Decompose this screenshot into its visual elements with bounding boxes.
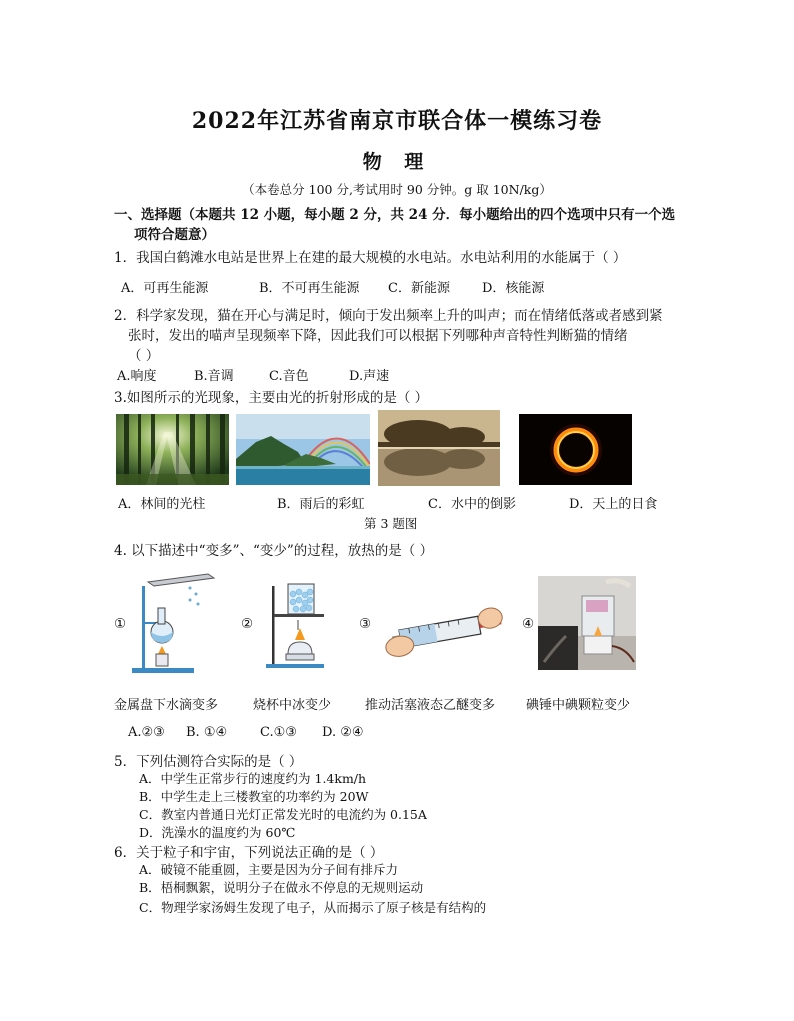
figure-iodine-hammer	[538, 576, 636, 670]
q2-option-a: A.响度	[117, 369, 157, 384]
q4-option-c: C.①③	[260, 725, 297, 740]
question-3-stem: 3.如图所示的光现象，主要由光的折射形成的是（ ）	[114, 390, 429, 406]
section-heading-cont: 项符合题意）	[134, 227, 215, 243]
rainbow-image	[236, 414, 370, 485]
q6-option-a: A．破镜不能重圆，主要是因为分子间有排斥力	[139, 862, 399, 877]
q4-marker-4: ④	[522, 616, 535, 632]
q6-option-b: B．梧桐飘絮，说明分子在做永不停息的无规则运动	[139, 880, 424, 895]
water-reflection-image	[378, 410, 500, 486]
q4-option-d: D. ②④	[322, 725, 364, 740]
q4-marker-2: ②	[241, 616, 254, 632]
q5-option-d: D．洗澡水的温度约为 60℃	[139, 825, 296, 840]
q4-caption-2: 烧杯中冰变少	[253, 698, 332, 713]
q4-option-a: A.②③	[128, 725, 165, 740]
q5-option-c: C．教室内普通日光灯正常发光时的电流约为 0.15A	[139, 807, 427, 822]
figure-syringe-ether	[380, 598, 512, 666]
solar-eclipse-image	[519, 414, 632, 485]
question-2-line1: 2．科学家发现，猫在开心与满足时，倾向于发出频率上升的叫声；而在情绪低落或者感到紧	[114, 308, 663, 324]
q4-marker-3: ③	[359, 616, 372, 632]
exam-note: （本卷总分 100 分,考试用时 90 分钟。g 取 10N/kg）	[242, 182, 552, 197]
figure-melting-ice-beaker	[262, 580, 332, 670]
q4-caption-1: 金属盘下水滴变多	[114, 698, 219, 713]
section-heading: 一、选择题（本题共 12 小题，每小题 2 分，共 24 分．每小题给出的四个选项中只有一个选	[114, 207, 676, 223]
page-title: 2022年江苏省南京市联合体一模练习卷	[191, 108, 603, 134]
q5-option-b: B．中学生走上三楼教室的功率约为 20W	[139, 789, 369, 804]
q3-option-c: C．水中的倒影	[428, 497, 516, 512]
question-2-line2: 张时，发出的喵声呈现频率下降，因此我们可以根据下列哪种声音特性判断猫的情绪	[128, 328, 628, 344]
q3-option-a: A．林间的光柱	[118, 497, 206, 512]
q2-option-c: C.音色	[269, 369, 309, 384]
subject-heading: 物 理	[362, 151, 432, 173]
q5-option-a: A．中学生正常步行的速度约为 1.4km/h	[139, 771, 367, 786]
question-2-line3: （ ）	[128, 348, 160, 364]
q1-option-a: A．可再生能源	[121, 281, 209, 296]
q1-option-d: D．核能源	[482, 281, 545, 296]
question-1-stem: 1．我国白鹤滩水电站是世界上在建的最大规模的水电站。水电站利用的水能属于（ ）	[114, 250, 627, 266]
q2-option-d: D.声速	[349, 369, 390, 384]
q1-option-b: B．不可再生能源	[259, 281, 360, 296]
q3-option-d: D．天上的日食	[569, 497, 658, 512]
figure-metal-plate-condensation	[128, 572, 218, 674]
question-5-stem: 5．下列估测符合实际的是（ ）	[114, 754, 303, 770]
q3-figure-caption: 第 3 题图	[364, 516, 418, 531]
q4-caption-3: 推动活塞液态乙醚变多	[365, 698, 496, 713]
q4-option-b: B. ①④	[186, 725, 228, 740]
forest-light-image	[116, 414, 229, 485]
question-4-stem: 4. 以下描述中“变多”、“变少”的过程，放热的是（ ）	[114, 543, 434, 559]
q3-option-b: B．雨后的彩虹	[277, 497, 365, 512]
q4-caption-4: 碘锤中碘颗粒变少	[526, 698, 631, 713]
q4-marker-1: ①	[114, 616, 127, 632]
question-6-stem: 6．关于粒子和宇宙，下列说法正确的是（ ）	[114, 845, 384, 861]
q2-option-b: B.音调	[194, 369, 234, 384]
q6-option-c: C．物理学家汤姆生发现了电子，从而揭示了原子核是有结构的	[139, 900, 487, 915]
q1-option-c: C．新能源	[388, 281, 450, 296]
